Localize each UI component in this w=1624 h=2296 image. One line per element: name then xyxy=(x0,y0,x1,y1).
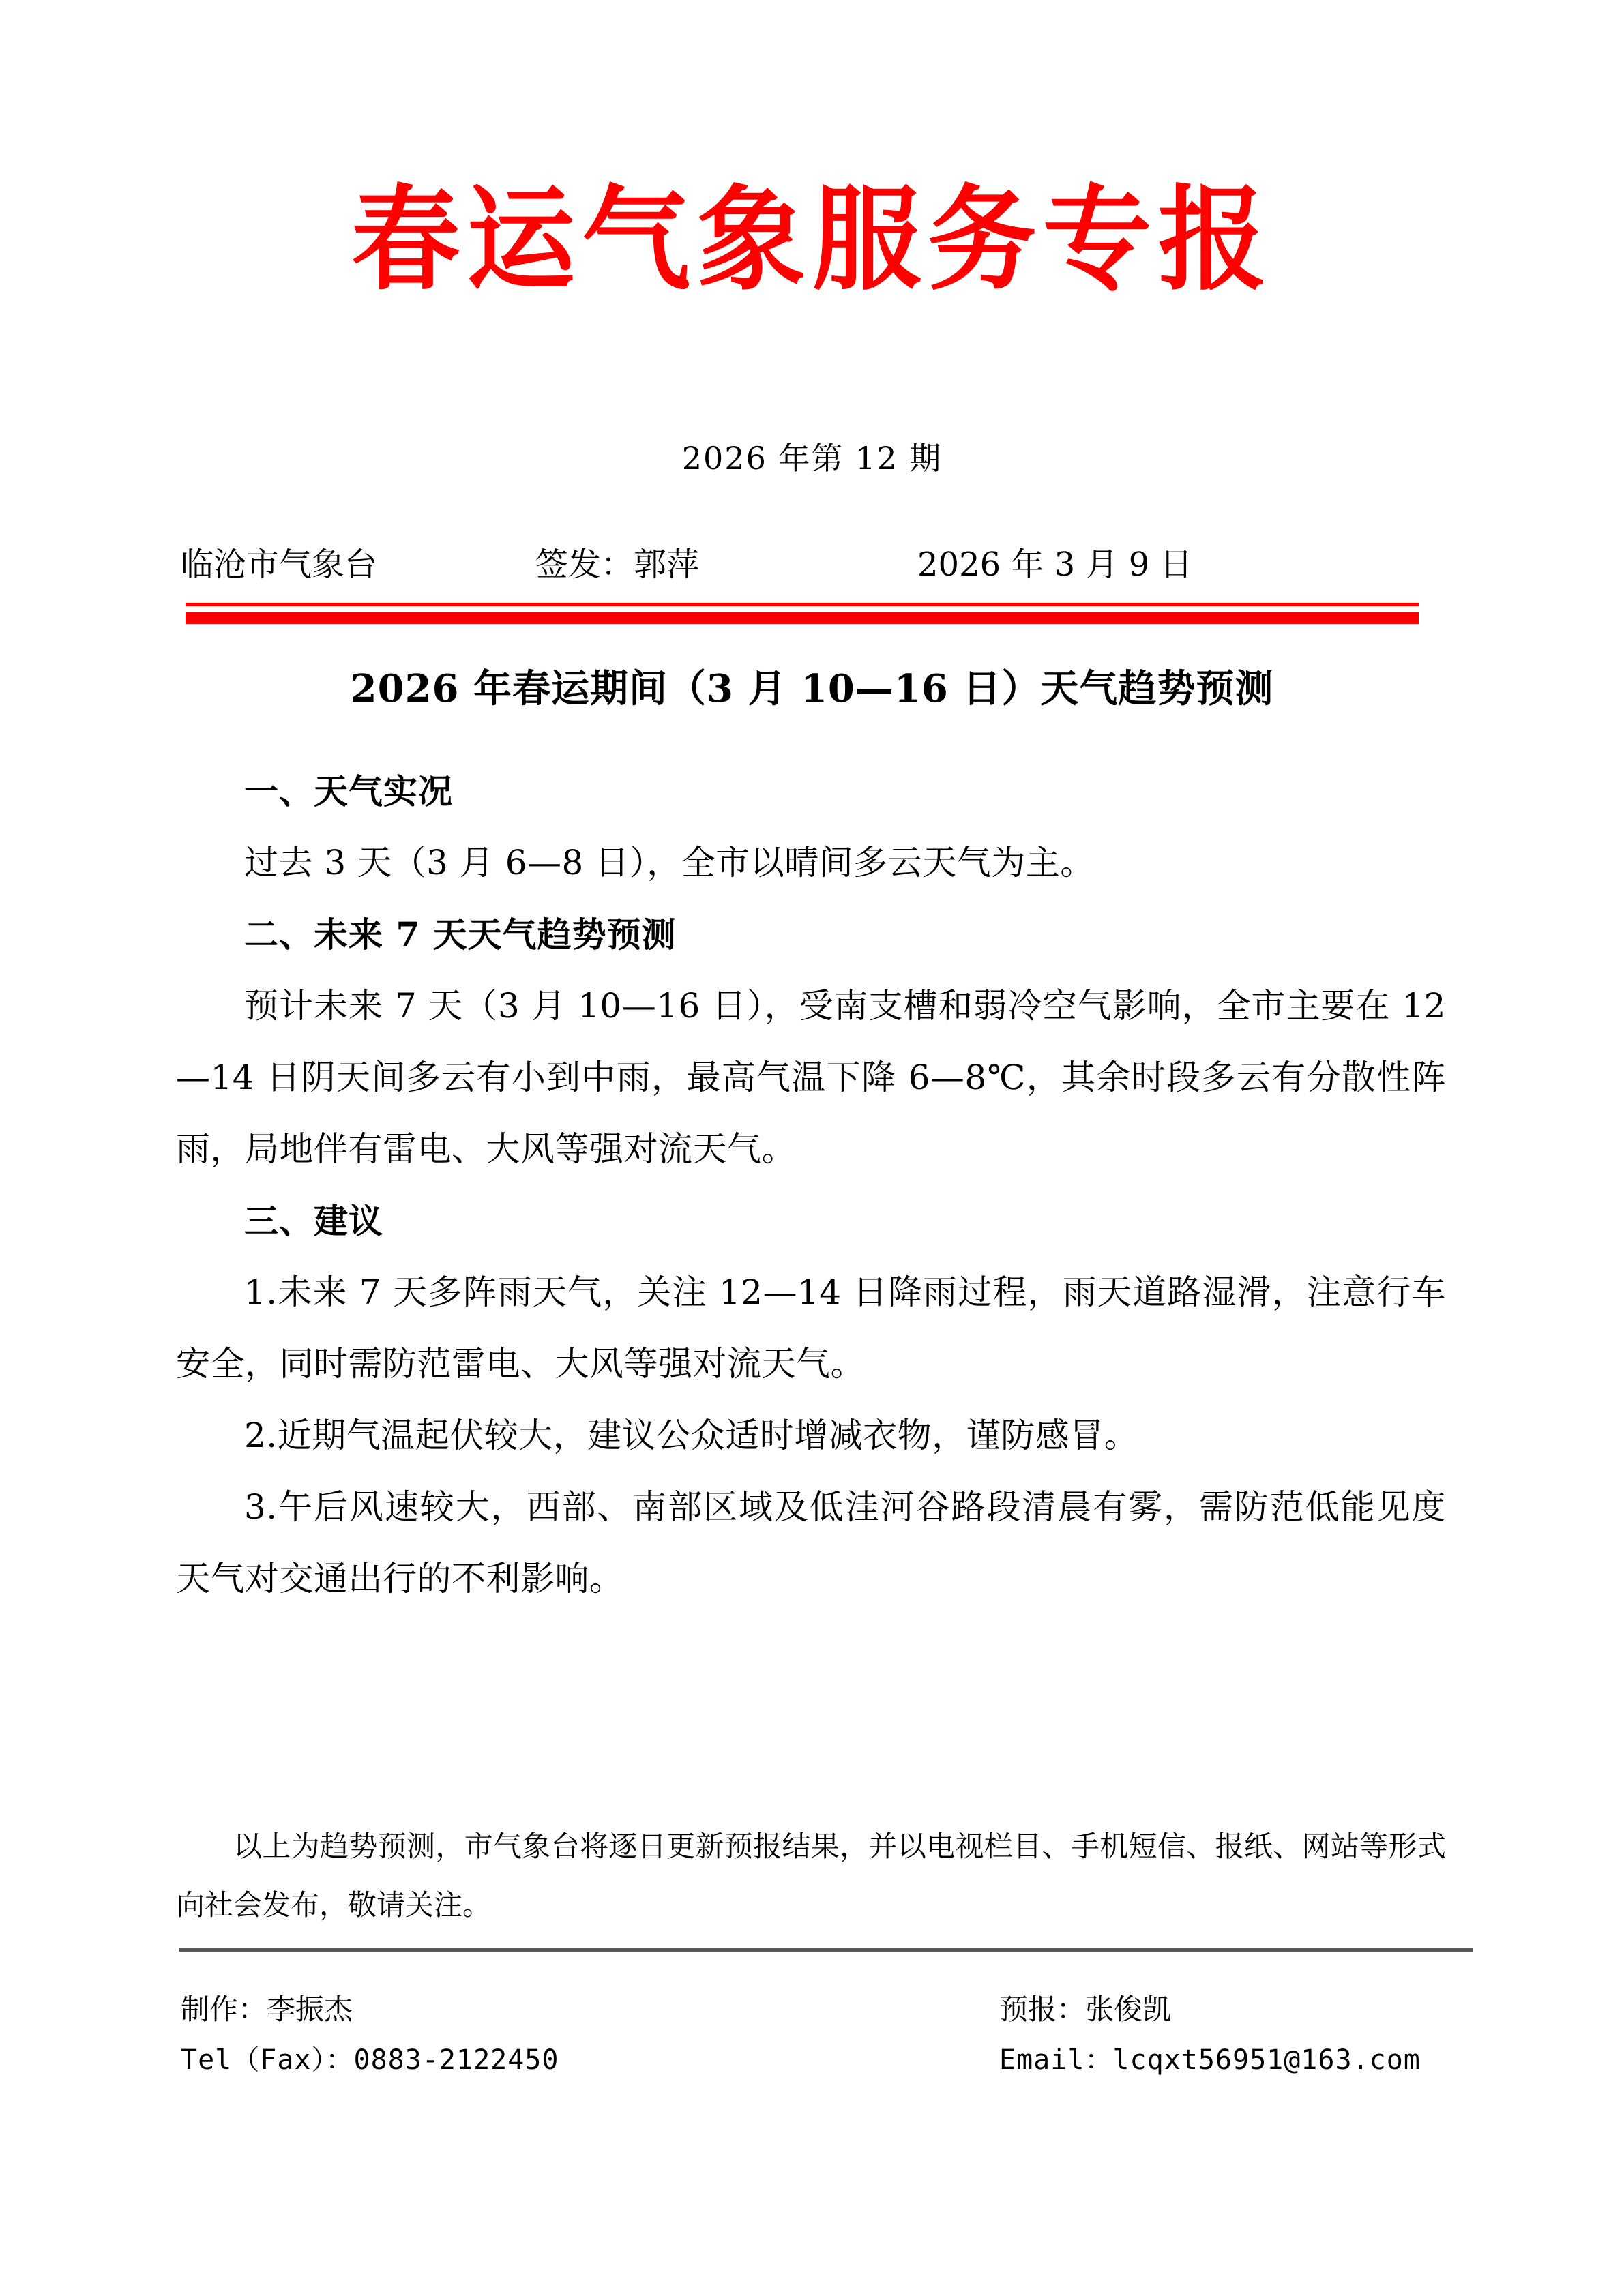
forecaster-name: 预报：张俊凯 xyxy=(999,1993,1172,2026)
section-3-paragraph-2: 2.近期气温起伏较大，建议公众适时增减衣物，谨防感冒。 xyxy=(244,1416,1139,1455)
footer-divider xyxy=(179,1948,1473,1952)
issue-number: 2026 年第 12 期 xyxy=(681,440,943,477)
footer xyxy=(181,1984,1463,2085)
red-rule-thick xyxy=(186,612,1419,624)
red-rule-gap xyxy=(186,606,1419,612)
issuing-office: 临沧市气象台 xyxy=(181,546,378,584)
closing-note: 以上为趋势预测，市气象台将逐日更新预报结果，并以电视栏目、手机短信、报纸、网站等形式向社会发布，敬请关注。 xyxy=(176,1830,1446,1922)
issue-date: 2026 年 3 月 9 日 xyxy=(917,546,1193,584)
masthead-title: 春运气象服务专报 xyxy=(351,173,1273,306)
section-heading-3: 三、建议 xyxy=(244,1201,383,1241)
footer-row-contact xyxy=(181,2035,1463,2085)
masthead xyxy=(0,173,1624,306)
email-address: Email：lcqxt56951@163.com xyxy=(999,2044,1421,2076)
document-body xyxy=(176,756,1446,1615)
section-heading-1: 一、天气实况 xyxy=(244,771,453,811)
signer: 签发：郭萍 xyxy=(535,546,700,584)
red-double-rule xyxy=(186,603,1419,624)
byline-row xyxy=(181,546,1422,585)
section-1-paragraph-1: 过去 3 天（3 月 6—8 日），全市以晴间多云天气为主。 xyxy=(244,843,1095,882)
section-3-paragraph-3: 3.午后风速较大，西部、南部区域及低洼河谷路段清晨有雾，需防范低能见度天气对交通出行的不利影响。 xyxy=(176,1487,1446,1598)
telephone: Tel（Fax）：0883-2122450 xyxy=(181,2044,559,2076)
producer-name: 制作：李振杰 xyxy=(181,1993,353,2026)
document-title: 2026 年春运期间（3 月 10—16 日）天气趋势预测 xyxy=(350,666,1274,711)
section-heading-2: 二、未来 7 天天气趋势预测 xyxy=(244,914,677,955)
footer-row-names xyxy=(181,1984,1463,2035)
section-3-paragraph-1: 1.未来 7 天多阵雨天气，关注 12—14 日降雨过程，雨天道路湿滑，注意行车安全，同时需防范雷电、大风等强对流天气。 xyxy=(176,1272,1446,1384)
section-2-paragraph-1: 预计未来 7 天（3 月 10—16 日），受南支槽和弱冷空气影响，全市主要在 12—14 日阴天间多云有小到中雨，最高气温下降 6—8℃，其余时段多云有分散性阵雨，局地伴有雷电、大风等强对流天气。 xyxy=(176,986,1446,1169)
